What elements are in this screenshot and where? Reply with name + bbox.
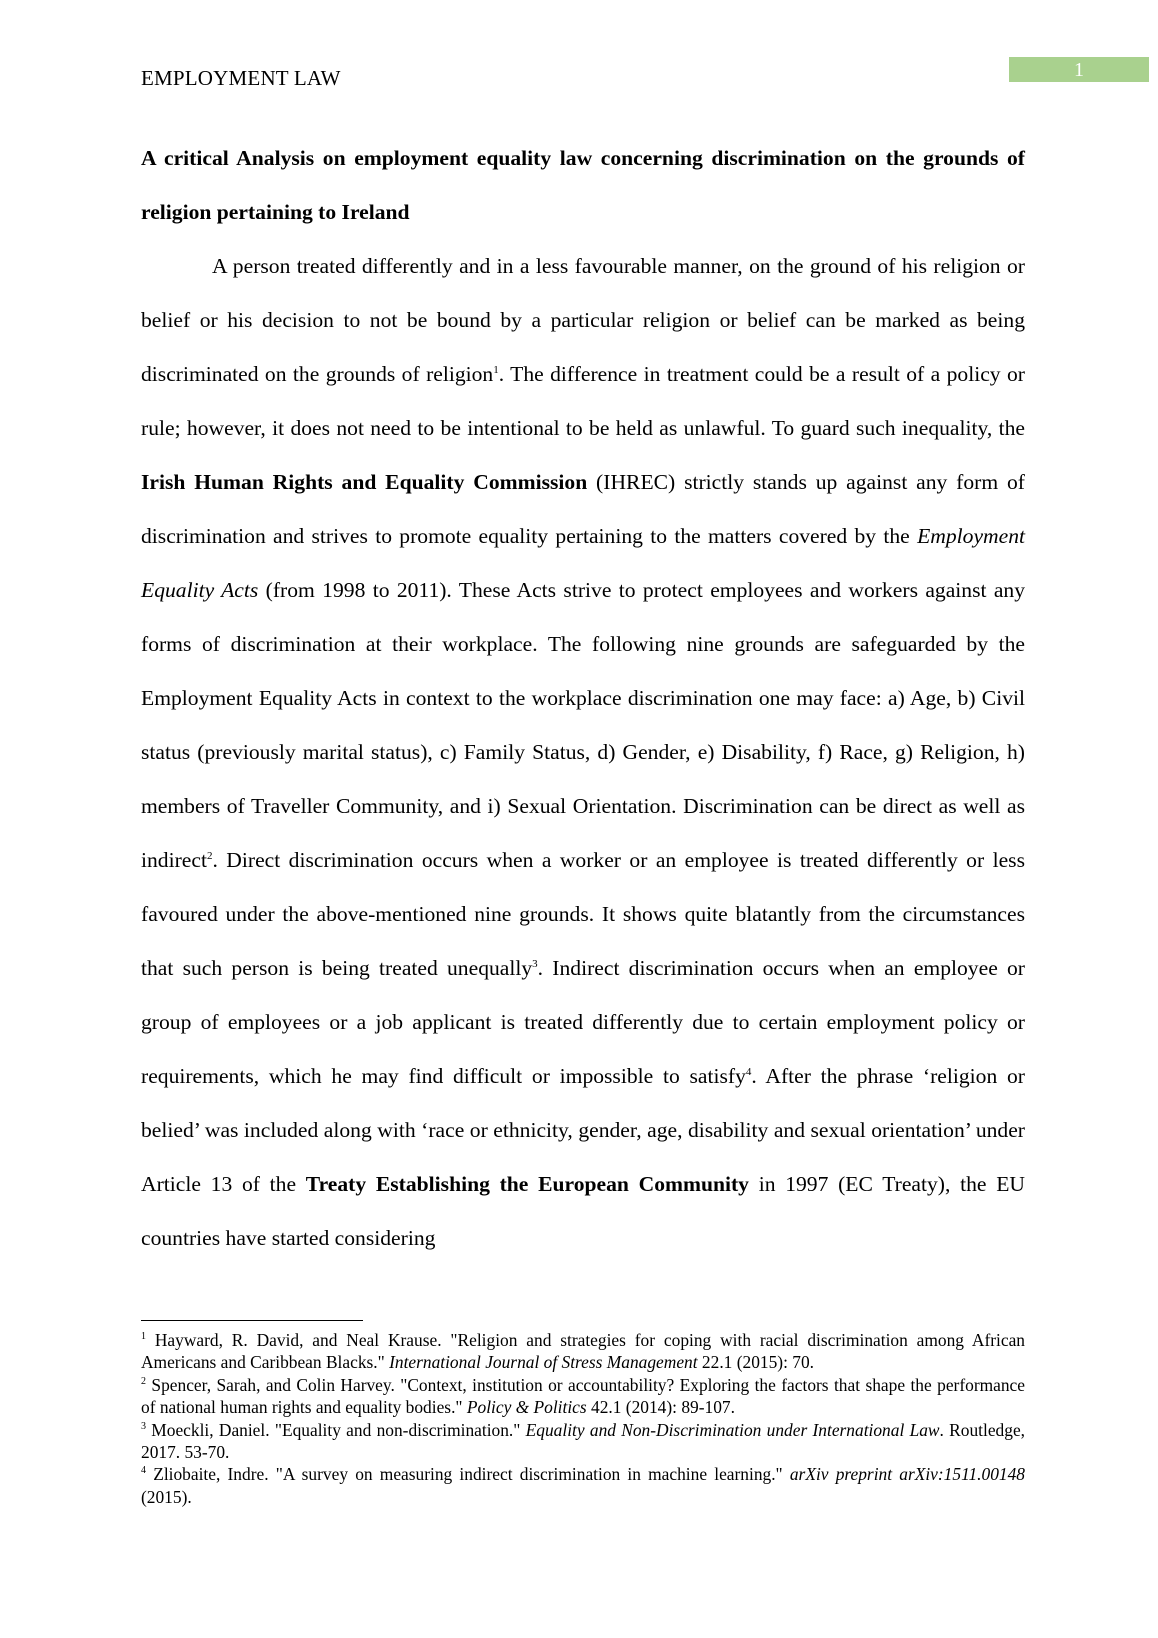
footnote-tail: (2015). [141,1486,192,1507]
footnote-ref-2[interactable]: 2 [206,849,213,862]
footnote-4 [141,1463,1025,1508]
sentence-3: (IHREC) strictly stands up against any form of discrimination and strives to promote equality pertaining to the matters covered by the [141,470,1025,548]
footnote-tail: . Routledge, 2017. 53-70. [141,1419,1026,1463]
running-header: EMPLOYMENT LAW [141,66,341,90]
footnote-tail: 42.1 (2014): 89-107. [586,1397,735,1418]
sentence-7: . After the phrase ‘religion or belied’ was included along with ‘race or ethnicity, gender, age, disability and sexual orientation’ under Article 13 of the [141,1064,1026,1196]
footnote-number: 2 [141,1376,146,1388]
sentence-2: . The difference in treatment could be a result of a policy or rule; however, it does not need to be intentional to be held as unlawful. To guard such inequality, the [141,362,1025,440]
footnote-number: 3 [141,1420,146,1432]
footnote-ref-1[interactable]: 1 [493,363,499,376]
sentence-1: A person treated differently and in a less favourable manner, on the ground of his religion or belief or his decision to not be bound by a particular religion or belief can be marked as being discriminated on the grounds of religion [141,254,1025,386]
sentence-6: . Indirect discrimination occurs when an employee or group of employees or a job applicant is treated differently due to certain employment policy or requirements, which he may find difficult or impossible to satisfy [141,956,1025,1088]
footnote-ref-4[interactable]: 4 [745,1065,752,1078]
footnote-separator [141,1320,363,1321]
sentence-4: (from 1998 to 2011). These Acts strive to protect employees and workers against any forms of discrimination at their workplace. The following nine grounds are safeguarded by the Employment Equality Acts in context to the workplace discrimination one may face: a) Age, b) Civil status (previously marital status), c) Family Status, d) Gender, e) Disability, f) Race, g) Religion, h) members of Traveller Community, and i) Sexual Orientation. Discrimination can be direct as well as indirect [141,578,1026,872]
footnote-text: Moeckli, Daniel. "Equality and non-discrimination." [146,1419,526,1440]
footnote-number: 1 [141,1331,146,1343]
footnote-source: Equality and Non-Discrimination under International Law [525,1419,940,1440]
body-paragraph [141,239,1025,1265]
acts-name: Employment Equality Acts [141,524,1025,602]
page-number-badge: 1 [1009,57,1149,82]
footnote-text: Spencer, Sarah, and Colin Harvey. "Context, institution or accountability? Exploring the factors that shape the performance of national human rights and equality bodies." [141,1374,1025,1418]
footnote-ref-3[interactable]: 3 [532,957,538,970]
document-heading: A critical Analysis on employment equality law concerning discrimination on the grounds of religion pertaining to Ireland [141,146,1025,224]
footnotes [141,1329,1025,1508]
footnote-text: Hayward, R. David, and Neal Krause. "Religion and strategies for coping with racial discrimination among African Americans and Caribbean Blacks." [141,1330,1025,1373]
footnote-text: Zliobaite, Indre. "A survey on measuring indirect discrimination in machine learning." [146,1464,790,1485]
sentence-8: in 1997 (EC Treaty), the EU countries have started considering [141,1172,1025,1250]
footnote-number: 4 [141,1465,146,1477]
document-body [141,131,1025,1265]
footnote-1 [141,1329,1025,1374]
footnote-2 [141,1374,1025,1419]
footnote-source: arXiv preprint arXiv:1511.00148 [789,1464,1025,1485]
footnote-tail: 22.1 (2015): 70. [697,1352,814,1373]
treaty-name: Treaty Establishing the European Community [305,1172,749,1196]
footnote-3 [141,1419,1025,1464]
ihrec-name: Irish Human Rights and Equality Commission [141,470,588,494]
footnote-source: Policy & Politics [466,1397,587,1418]
sentence-5: . Direct discrimination occurs when a worker or an employee is treated differently or less favoured under the above-mentioned nine grounds. It shows quite blatantly from the circumstances that such person is being treated unequally [141,848,1025,980]
footnote-source: International Journal of Stress Management [389,1352,698,1373]
